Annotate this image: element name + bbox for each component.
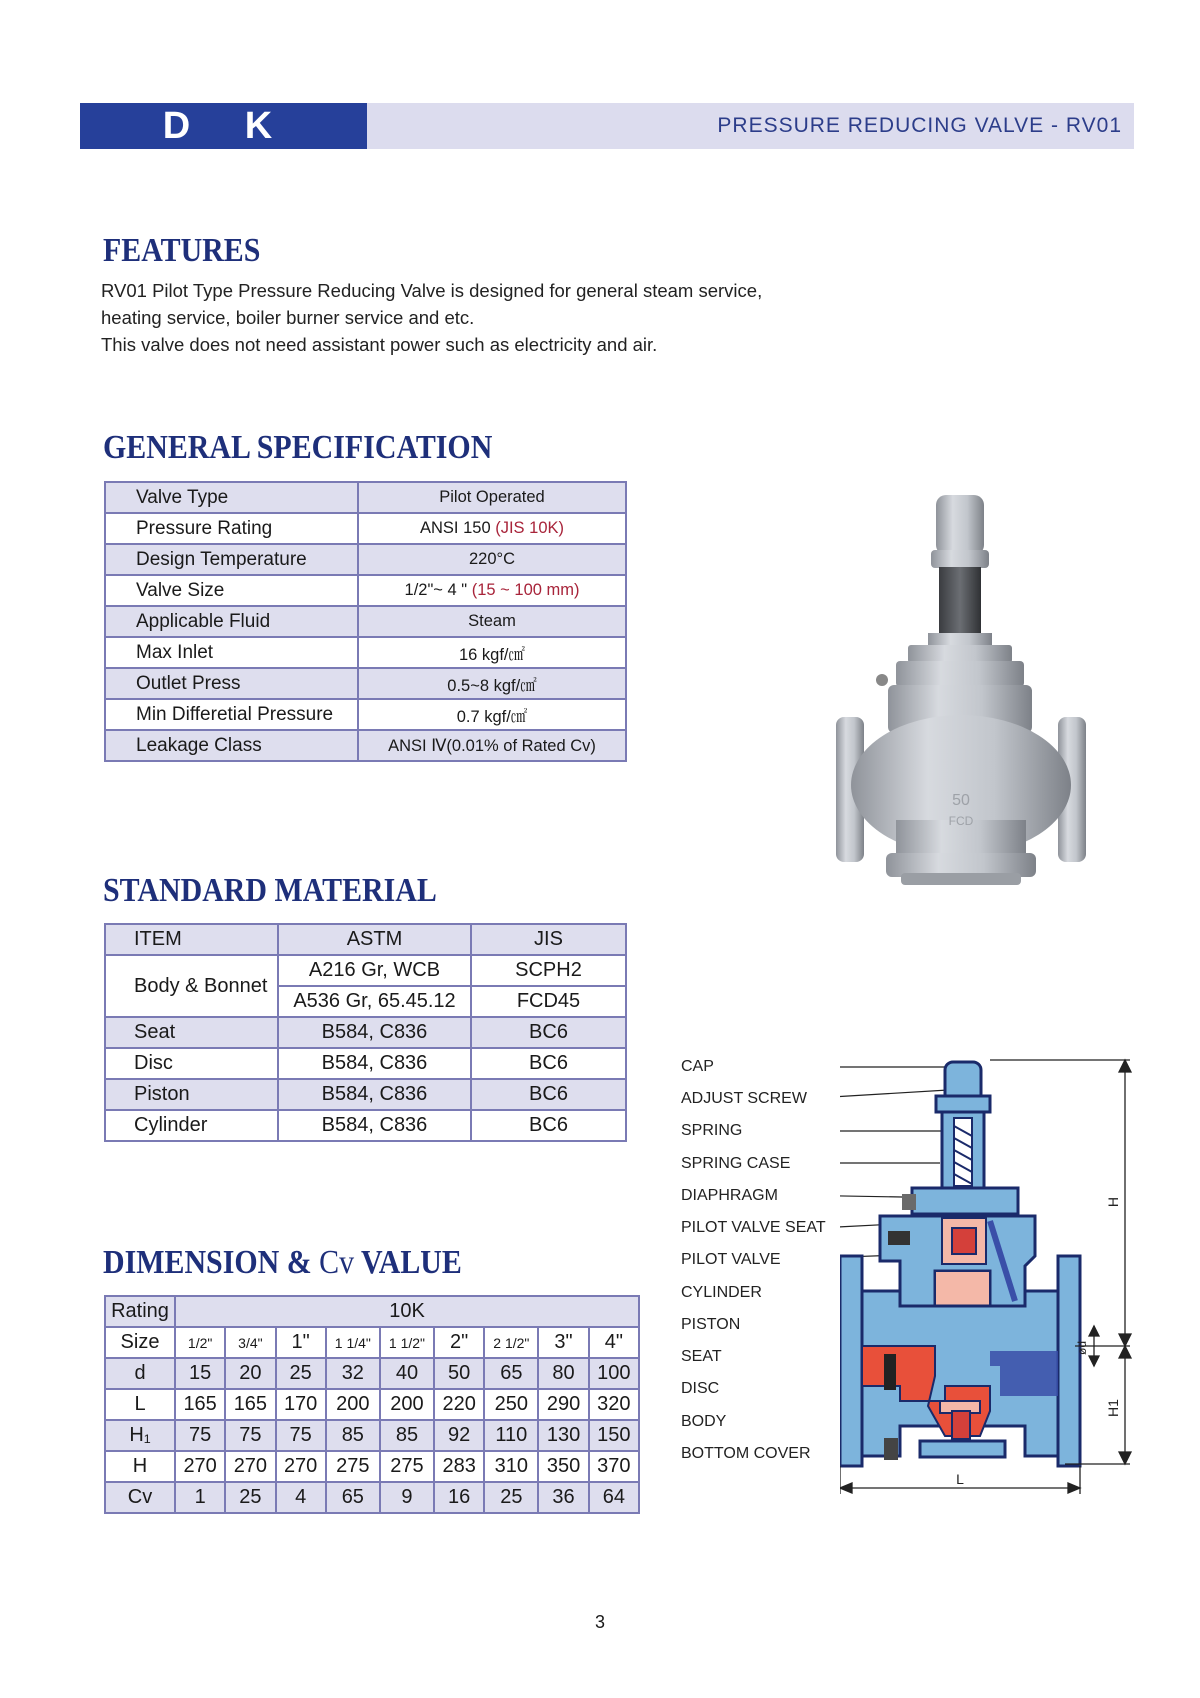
table-cell: BC6 [471,1110,626,1141]
table-cell: 100 [589,1358,639,1389]
table-cell: 220 [434,1389,484,1420]
table-row [105,482,626,513]
spec-value-extra: (JIS 10K) [495,519,564,537]
table-cell: 130 [538,1420,588,1451]
table-row [105,1451,639,1482]
table-cell: B584, C836 [278,1048,471,1079]
row-header: L [105,1389,175,1420]
table-cell: 16 [434,1482,484,1513]
table-row [105,1482,639,1513]
table-cell: 270 [175,1451,225,1482]
diagram-label: PILOT VALVE [681,1251,781,1268]
features-text [101,277,821,358]
page-number: 3 [594,1612,605,1632]
table-cell: 200 [326,1389,380,1420]
size-cell: 2" [434,1327,484,1358]
size-cell: 2 1/2" [484,1327,538,1358]
rating-value: 10K [175,1296,639,1327]
row-header: Rating [105,1296,175,1327]
size-cell: 1 1/4" [326,1327,380,1358]
table-row [105,606,626,637]
page-title: PRESSURE REDUCING VALVE - RV01 [717,114,1122,137]
table-row [105,1358,639,1389]
spec-value-text: ANSI Ⅳ(0.01% of Rated Cv) [388,736,596,755]
spec-value [358,730,626,761]
spec-value [358,668,626,699]
diagram-label: PISTON [681,1316,741,1333]
table-cell: 370 [589,1451,639,1482]
spec-label: Min Differetial Pressure [105,699,358,730]
table-cell: 50 [434,1358,484,1389]
body-cast-mark2: FCD [948,814,974,828]
table-cell: 92 [434,1420,484,1451]
table-cell: Disc [105,1048,278,1079]
table-cell: 85 [380,1420,434,1451]
size-cell: 3" [538,1327,588,1358]
dimension-H1-label: H1 [1105,1399,1121,1417]
spec-value-text: Pilot Operated [439,488,545,506]
table-cell: 350 [538,1451,588,1482]
valve-photo [836,495,1086,905]
header-cell: ITEM [105,924,278,955]
spec-value-text: 0.5~8 kgf/㎠ [447,676,537,695]
dimension-heading-cv: Cv [319,1244,355,1281]
row-header: H₁ [105,1420,175,1451]
size-cell: 1" [276,1327,326,1358]
spec-label: Pressure Rating [105,513,358,544]
table-cell: Seat [105,1017,278,1048]
table-cell: 320 [589,1389,639,1420]
table-cell: 4 [276,1482,326,1513]
size-cell: 4" [589,1327,639,1358]
size-cell: 1 1/2" [380,1327,434,1358]
spec-label: Max Inlet [105,637,358,668]
table-cell: 65 [484,1358,538,1389]
spec-label: Leakage Class [105,730,358,761]
diagram-label: BOTTOM COVER [681,1445,811,1462]
diagram-label: DISC [681,1380,720,1397]
diagram-label: DIAPHRAGM [681,1187,778,1204]
table-cell: B584, C836 [278,1110,471,1141]
table-cell: 270 [225,1451,275,1482]
spec-label: Valve Size [105,575,358,606]
dimension-heading [103,1244,462,1282]
table-cell: BC6 [471,1048,626,1079]
table-cell: 64 [589,1482,639,1513]
spec-label: Valve Type [105,482,358,513]
table-row [105,637,626,668]
table-cell: 40 [380,1358,434,1389]
features-line: This valve does not need assistant power such as electricity and air. [101,334,658,355]
table-cell: 1 [175,1482,225,1513]
diagram-label: CYLINDER [681,1284,762,1301]
table-cell: BC6 [471,1079,626,1110]
spec-value-text: ANSI 150 [420,519,496,537]
table-row [105,513,626,544]
table-cell: 283 [434,1451,484,1482]
table-cell: 270 [276,1451,326,1482]
table-row [105,544,626,575]
diagram-label: SEAT [681,1348,722,1365]
table-row [105,1327,639,1358]
diagram-label: CAP [681,1058,714,1075]
table-cell: 200 [380,1389,434,1420]
dimension-d-label: ød [1075,1340,1089,1356]
table-cell: A536 Gr, 65.45.12 [278,986,471,1017]
spec-value-extra: (15 ~ 100 mm) [471,581,580,599]
table-cell: 170 [276,1389,326,1420]
standard-material-table [104,923,627,1142]
header-cell: JIS [471,924,626,955]
diagram-label: SPRING CASE [681,1155,791,1172]
general-spec-heading: GENERAL SPECIFICATION [103,429,493,466]
table-cell: 250 [484,1389,538,1420]
table-cell: 85 [326,1420,380,1451]
table-cell: 165 [225,1389,275,1420]
table-cell: 165 [175,1389,225,1420]
dimension-table [104,1295,640,1514]
spec-value-text: 0.7 kgf/㎠ [456,707,528,726]
table-cell: A216 Gr, WCB [278,955,471,986]
table-cell: 65 [326,1482,380,1513]
size-cell: 3/4" [225,1327,275,1358]
table-row [105,668,626,699]
table-cell: 25 [276,1358,326,1389]
spec-value-text: 220°C [468,550,516,568]
table-cell: 275 [326,1451,380,1482]
table-row [105,699,626,730]
spec-value-text: 16 kgf/㎠ [458,645,526,664]
size-cell: 1/2" [175,1327,225,1358]
spec-value-text: Steam [468,612,516,630]
row-header: d [105,1358,175,1389]
diagram-label: ADJUST SCREW [681,1090,807,1107]
spec-label: Applicable Fluid [105,606,358,637]
spec-value-text: 1/2"~ 4 " [404,581,472,599]
table-cell: Piston [105,1079,278,1110]
header-cell: ASTM [278,924,471,955]
dimension-heading-tail: VALUE [354,1244,462,1281]
brand-logo: D K [80,103,367,149]
body-cast-mark: 50 [952,792,970,809]
table-cell: 75 [175,1420,225,1451]
spec-value [358,699,626,730]
spec-value [358,544,626,575]
table-row [105,1420,639,1451]
table-cell: Body & Bonnet [105,955,278,1017]
features-line: RV01 Pilot Type Pressure Reducing Valve is designed for general steam service, [101,280,763,301]
table-cell: 110 [484,1420,538,1451]
table-cell: 275 [380,1451,434,1482]
table-cell: 75 [276,1420,326,1451]
spec-label: Design Temperature [105,544,358,575]
table-cell: B584, C836 [278,1079,471,1110]
spec-value [358,513,626,544]
table-cell: SCPH2 [471,955,626,986]
table-cell: 310 [484,1451,538,1482]
features-heading: FEATURES [103,232,261,269]
dimension-H-label: H [1105,1196,1121,1208]
table-cell: 25 [484,1482,538,1513]
table-row [105,1296,639,1327]
row-header: Cv [105,1482,175,1513]
table-cell: 290 [538,1389,588,1420]
diagram-label: SPRING [681,1122,743,1139]
spec-value [358,606,626,637]
table-cell: Cylinder [105,1110,278,1141]
cross-section-diagram [840,1056,1140,1516]
spec-value [358,575,626,606]
table-row [105,730,626,761]
table-cell: 20 [225,1358,275,1389]
table-cell: 32 [326,1358,380,1389]
table-row [105,575,626,606]
diagram-label: BODY [681,1413,727,1430]
spec-value [358,637,626,668]
diagram-label: PILOT VALVE SEAT [681,1219,826,1236]
row-header: H [105,1451,175,1482]
table-cell: 150 [589,1420,639,1451]
table-row [105,1389,639,1420]
dimension-L-label: L [956,1471,964,1487]
table-cell: 9 [380,1482,434,1513]
table-cell: 15 [175,1358,225,1389]
table-cell: 25 [225,1482,275,1513]
row-header: Size [105,1327,175,1358]
table-cell: 75 [225,1420,275,1451]
dimension-heading-main: DIMENSION & [103,1244,320,1281]
features-line: heating service, boiler burner service and etc. [101,307,475,328]
table-cell: 36 [538,1482,588,1513]
spec-value [358,482,626,513]
general-spec-table [104,481,627,762]
spec-label: Outlet Press [105,668,358,699]
table-cell: 80 [538,1358,588,1389]
table-cell: B584, C836 [278,1017,471,1048]
standard-material-heading: STANDARD MATERIAL [103,872,437,909]
table-cell: BC6 [471,1017,626,1048]
table-cell: FCD45 [471,986,626,1017]
